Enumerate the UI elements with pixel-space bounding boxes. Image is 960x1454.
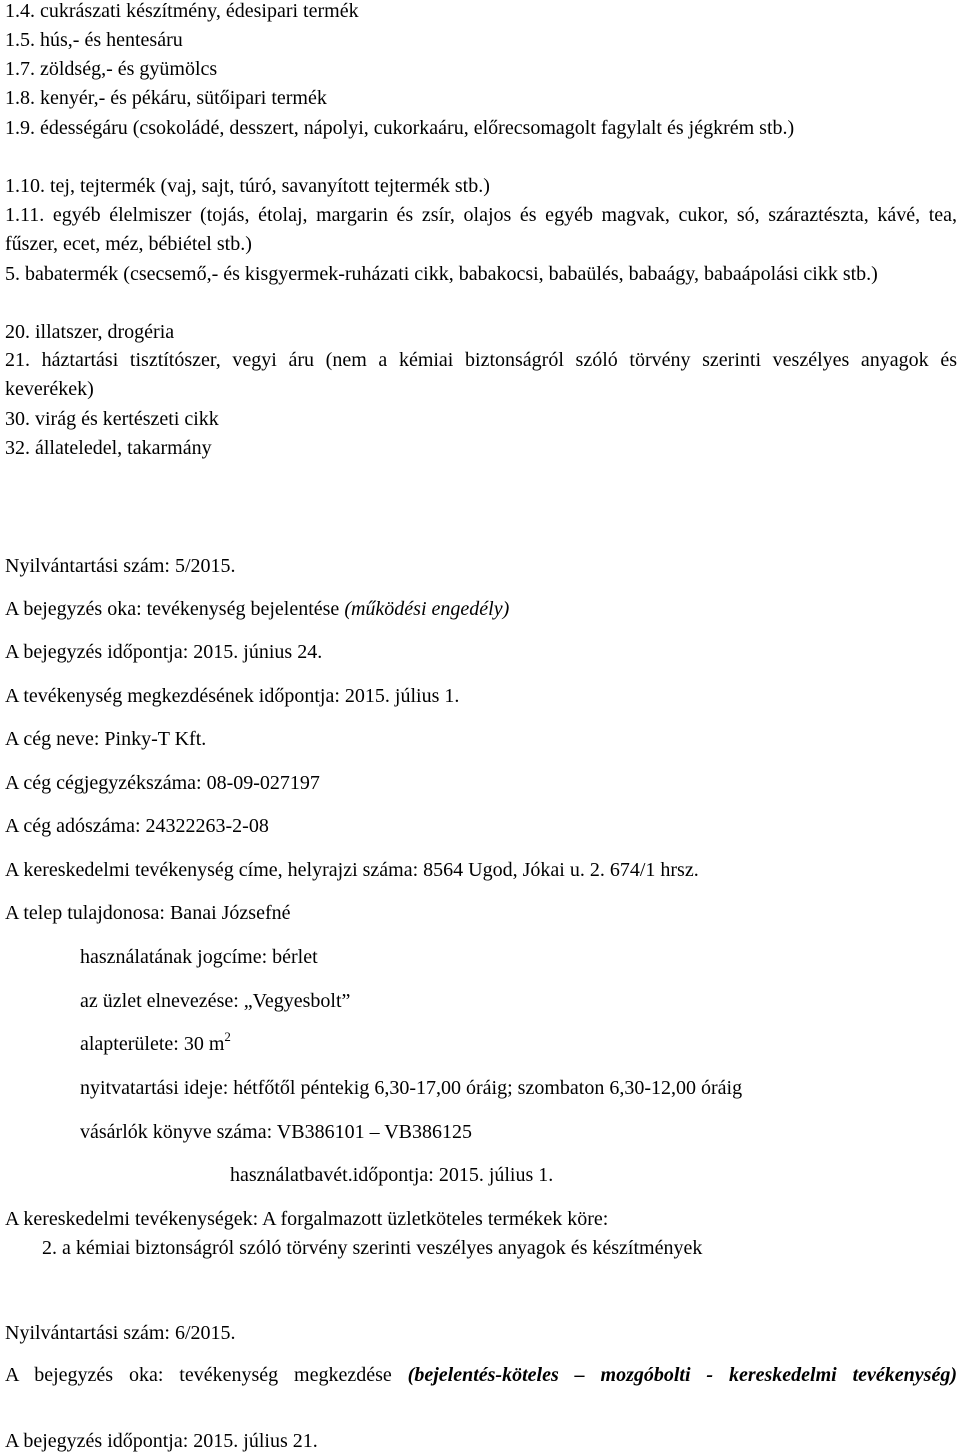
opening-hours: nyitvatartási ideje: hétfőtől péntekig 6,30-17,00 óráig; szombaton 6,30-12,00 óráig [80, 1077, 743, 1099]
complaint-book-date: használatbavét.időpontja: 2015. július 1. [230, 1164, 554, 1186]
business-address: A kereskedelmi tevékenység címe, helyrajzi száma: 8564 Ugod, Jókai u. 2. 674/1 hrsz. [5, 859, 699, 881]
record-reason-bold: (bejelentés-köteles – mozgóbolti - kereskedelmi tevékenység) [407, 1364, 957, 1386]
shop-area [80, 1031, 231, 1057]
list-item: 1.4. cukrászati készítmény, édesipari termék [5, 0, 359, 22]
activities-heading: A kereskedelmi tevékenységek: A forgalmazott üzletköteles termékek köre: [5, 1208, 609, 1230]
list-item: 1.5. hús,- és hentesáru [5, 29, 183, 51]
record-reason-text: A bejegyzés oka: tevékenység megkezdése [5, 1364, 408, 1386]
record-date: A bejegyzés időpontja: 2015. június 24. [5, 641, 323, 663]
list-item: 32. állateledel, takarmány [5, 437, 212, 459]
list-item: 20. illatszer, drogéria [5, 321, 175, 343]
company-tax-number: A cég adószáma: 24322263-2-08 [5, 815, 269, 837]
list-item: 1.9. édességáru (csokoládé, desszert, nápolyi, cukorkaáru, előrecsomagolt fagylalt és jégkrém stb.) [5, 117, 795, 139]
record-reason-italic: (működési engedély) [344, 598, 510, 620]
record-reason [5, 596, 509, 622]
shop-area-text: alapterülete: 30 m [80, 1033, 225, 1055]
list-item: 1.7. zöldség,- és gyümölcs [5, 58, 218, 80]
list-item: 1.11. egyéb élelmiszer (tojás, étolaj, margarin és zsír, olajos és egyéb magvak, cukor, só, száraztészta, kávé, tea, fűszer, ecet, méz, bébiétel stb.) [5, 204, 957, 255]
company-name: A cég neve: Pinky-T Kft. [5, 728, 207, 750]
record-reason-text: A bejegyzés oka: tevékenység bejelentése [5, 598, 345, 620]
record-start-date: A tevékenység megkezdésének időpontja: 2015. július 1. [5, 685, 460, 707]
list-item: 5. babatermék (csecsemő,- és kisgyermek-ruházati cikk, babakocsi, babaülés, babaágy, babaápolási cikk stb.) [5, 263, 878, 285]
site-owner: A telep tulajdonosa: Banai Józsefné [5, 902, 291, 924]
shop-name: az üzlet elnevezése: „Vegyesbolt” [80, 990, 351, 1012]
record-number: Nyilvántartási szám: 6/2015. [5, 1322, 236, 1344]
shop-area-unit-exponent: 2 [224, 1029, 231, 1044]
usage-title: használatának jogcíme: bérlet [80, 946, 318, 968]
list-item: 1.8. kenyér,- és pékáru, sütőipari termék [5, 87, 327, 109]
record-date: A bejegyzés időpontja: 2015. július 21. [5, 1430, 318, 1452]
activity-item: 2. a kémiai biztonságról szóló törvény szerinti veszélyes anyagok és készítmények [42, 1237, 703, 1259]
list-item: 1.10. tej, tejtermék (vaj, sajt, túró, savanyított tejtermék stb.) [5, 175, 490, 197]
company-registration: A cég cégjegyzékszáma: 08-09-027197 [5, 772, 320, 794]
record-reason [5, 1361, 957, 1390]
record-number: Nyilvántartási szám: 5/2015. [5, 555, 236, 577]
list-item: 30. virág és kertészeti cikk [5, 408, 219, 430]
list-item: 21. háztartási tisztítószer, vegyi áru (nem a kémiai biztonságról szóló törvény szerinti veszélyes anyagok és keverékek) [5, 349, 957, 400]
complaint-book-number: vásárlók könyve száma: VB386101 – VB386125 [80, 1121, 473, 1143]
